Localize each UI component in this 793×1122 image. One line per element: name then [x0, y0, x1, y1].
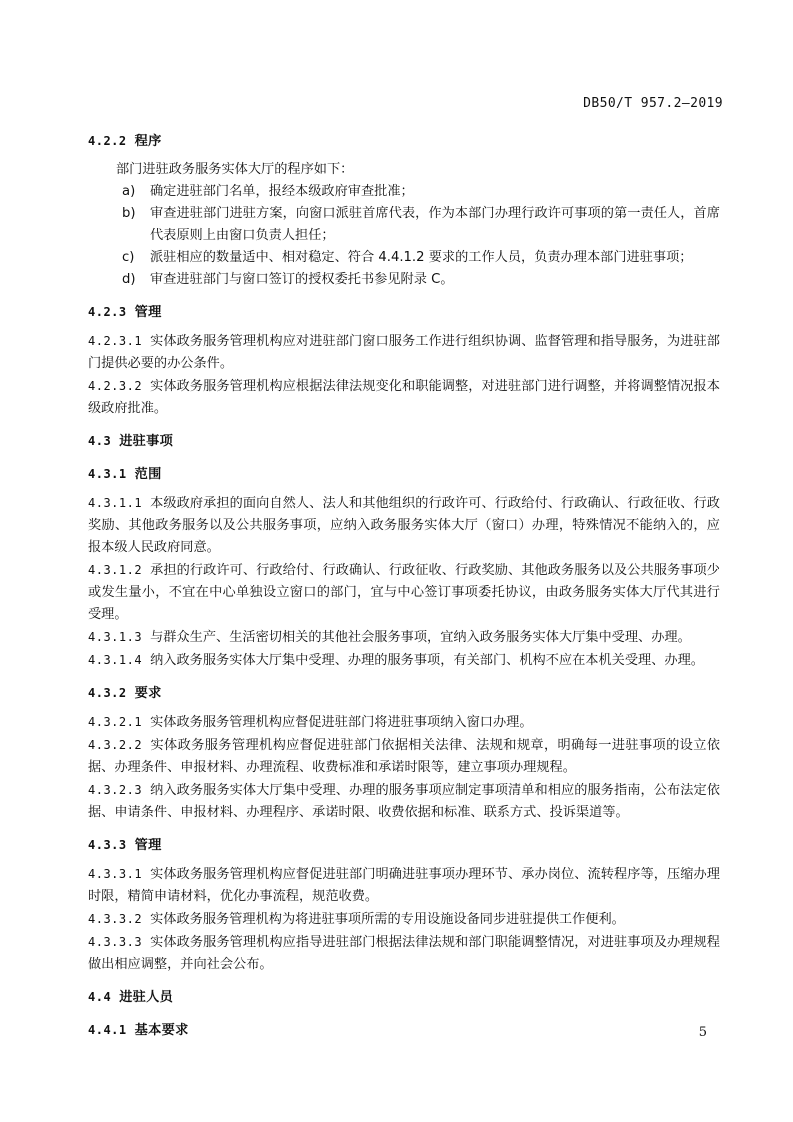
- list-text: 确定进驻部门名单，报经本级政府审查批准；: [150, 184, 414, 199]
- list-label: d): [122, 272, 136, 287]
- list-text: 审查进驻部门与窗口签订的授权委托书参见附录 C。: [150, 272, 454, 287]
- heading-4-4: [88, 986, 720, 1009]
- heading-number: 4.3.3: [88, 838, 127, 852]
- heading-number: 4.4: [88, 990, 112, 1004]
- heading-4-3: [88, 430, 720, 453]
- heading-number: 4.3.1: [88, 467, 127, 481]
- clause-number: 4.3.2.2: [88, 738, 143, 752]
- page-number: 5: [698, 1025, 707, 1040]
- list-item: [88, 181, 720, 203]
- clause-paragraph: [88, 931, 720, 976]
- heading-title: 进驻人员: [119, 990, 174, 1005]
- heading-title: 管理: [134, 838, 162, 853]
- heading-4-2-3: [88, 301, 720, 324]
- clause-number: 4.3.3.3: [88, 935, 143, 949]
- clause-paragraph: [88, 908, 720, 931]
- section-intro: 部门进驻政务服务实体大厅的程序如下：: [116, 162, 354, 177]
- clause-text: 实体政务服务管理机构应指导进驻部门根据法律法规和部门职能调整情况，对进驻事项及办理规程做出相应调整，并向社会公布。: [88, 935, 720, 972]
- heading-4-3-1: [88, 463, 720, 486]
- clause-number: 4.3.1.3: [88, 630, 143, 644]
- clause-paragraph: [88, 492, 720, 559]
- list-text: 派驻相应的数量适中、相对稳定、符合 4.4.1.2 要求的工作人员，负责办理本部门进驻事项；: [150, 250, 693, 265]
- heading-number: 4.2.3: [88, 305, 127, 319]
- clause-paragraph: [88, 330, 720, 375]
- list-item: [88, 269, 720, 291]
- heading-title: 管理: [134, 305, 162, 320]
- clause-number: 4.2.3.2: [88, 379, 143, 393]
- clause-text: 实体政务服务管理机构应对进驻部门窗口服务工作进行组织协调、监督管理和指导服务，为进驻部门提供必要的办公条件。: [88, 334, 720, 371]
- clause-paragraph: [88, 734, 720, 779]
- clause-text: 实体政务服务管理机构应督促进驻部门依据相关法律、法规和规章，明确每一进驻事项的设立依据、办理条件、申报材料、办理流程、收费标准和承诺时限等，建立事项办理规程。: [88, 738, 720, 775]
- clause-number: 4.3.2.3: [88, 783, 143, 797]
- clause-number: 4.3.1.2: [88, 563, 143, 577]
- clause-number: 4.3.3.2: [88, 912, 143, 926]
- clause-number: 4.3.2.1: [88, 715, 143, 729]
- heading-4-3-3: [88, 834, 720, 857]
- heading-4-2-2: [88, 130, 720, 153]
- clause-paragraph: [88, 711, 720, 734]
- clause-paragraph: [88, 779, 720, 824]
- clause-paragraph: [88, 375, 720, 420]
- clause-text: 纳入政务服务实体大厅集中受理、办理的服务事项应制定事项清单和相应的服务指南，公布法定依据、申请条件、申报材料、办理程序、承诺时限、收费依据和标准、联系方式、投诉渠道等。: [88, 783, 720, 820]
- heading-number: 4.2.2: [88, 134, 127, 148]
- heading-4-3-2: [88, 682, 720, 705]
- clause-text: 纳入政务服务实体大厅集中受理、办理的服务事项，有关部门、机构不应在本机关受理、办理。: [150, 653, 704, 668]
- clause-paragraph: [88, 649, 720, 672]
- clause-text: 实体政务服务管理机构应督促进驻部门将进驻事项纳入窗口办理。: [150, 715, 533, 730]
- heading-title: 要求: [134, 686, 162, 701]
- list-label: b): [122, 206, 136, 221]
- clause-number: 4.3.3.1: [88, 867, 143, 881]
- heading-4-4-1: [88, 1019, 720, 1042]
- heading-title: 程序: [134, 134, 162, 149]
- clause-text: 与群众生产、生活密切相关的其他社会服务事项，宜纳入政务服务实体大厅集中受理、办理。: [150, 630, 691, 645]
- clause-number: 4.3.1.1: [88, 496, 143, 510]
- clause-number: 4.3.1.4: [88, 653, 143, 667]
- clause-paragraph: [88, 626, 720, 649]
- list-label: c): [122, 250, 135, 265]
- clause-text: 实体政务服务管理机构应督促进驻部门明确进驻事项办理环节、承办岗位、流转程序等，压缩办理时限，精简申请材料，优化办事流程，规范收费。: [88, 867, 720, 904]
- heading-title: 范围: [134, 467, 162, 482]
- document-body: [88, 130, 720, 1042]
- heading-number: 4.3: [88, 434, 112, 448]
- clause-number: 4.2.3.1: [88, 334, 143, 348]
- heading-title: 基本要求: [134, 1023, 189, 1038]
- clause-text: 本级政府承担的面向自然人、法人和其他组织的行政许可、行政给付、行政确认、行政征收、行政奖励、其他政务服务以及公共服务事项，应纳入政务服务实体大厅（窗口）办理，特殊情况不能纳入的，应报本级人民政府同意。: [88, 496, 720, 555]
- document-header-id: DB50/T 957.2—2019: [583, 96, 723, 111]
- clause-text: 实体政务服务管理机构为将进驻事项所需的专用设施设备同步进驻提供工作便利。: [150, 912, 625, 927]
- clause-text: 实体政务服务管理机构应根据法律法规变化和职能调整，对进驻部门进行调整，并将调整情况报本级政府批准。: [88, 379, 720, 416]
- list-item: [88, 203, 720, 247]
- clause-paragraph: [88, 559, 720, 626]
- list-text: 审查进驻部门进驻方案，向窗口派驻首席代表，作为本部门办理行政许可事项的第一责任人，首席代表原则上由窗口负责人担任；: [150, 206, 720, 243]
- list-label: a): [122, 184, 136, 199]
- clause-paragraph: [88, 863, 720, 908]
- heading-title: 进驻事项: [119, 434, 174, 449]
- list-item: [88, 247, 720, 269]
- clause-text: 承担的行政许可、行政给付、行政确认、行政征收、行政奖励、其他政务服务以及公共服务事项少或发生量小，不宜在中心单独设立窗口的部门，宜与中心签订事项委托协议，由政务服务实体大厅代其进行受理。: [88, 563, 720, 622]
- heading-number: 4.3.2: [88, 686, 127, 700]
- heading-number: 4.4.1: [88, 1023, 127, 1037]
